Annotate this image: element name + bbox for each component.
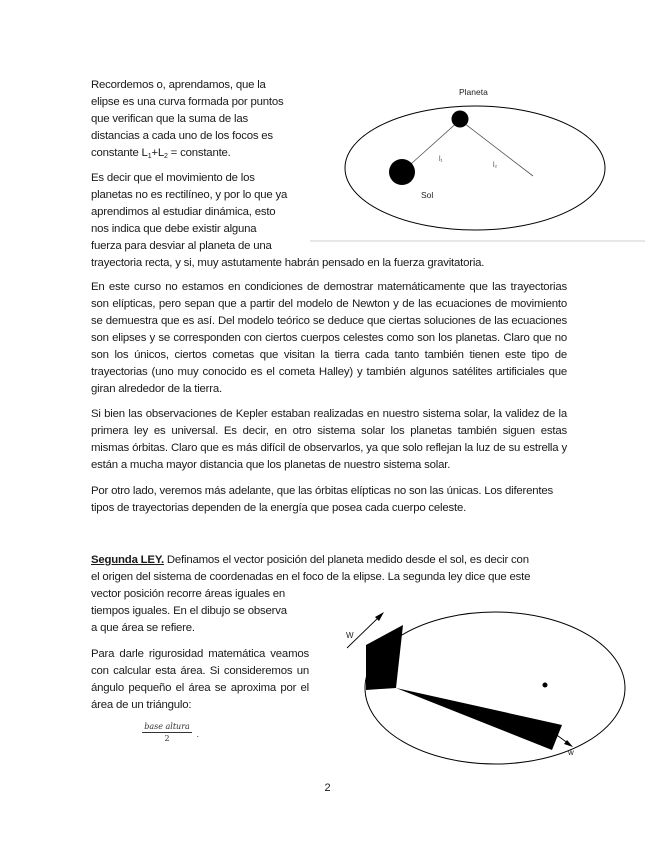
section2-line3: vector posición recorre áreas iguales en — [91, 588, 285, 600]
sun-label: Sol — [421, 190, 434, 200]
para2-line5: fuerza para desviar al planeta de una — [91, 240, 272, 252]
l1-label: l₁ — [439, 156, 443, 163]
para2-line4: nos indica que debe existir alguna — [91, 223, 257, 235]
para1-line2: elipse es una curva formada por puntos — [91, 96, 284, 108]
para1-line5 — [91, 145, 231, 165]
para1-line4: distancias a cada uno de los focos es — [91, 130, 273, 142]
w-label-top: W — [346, 631, 354, 640]
planet-icon — [452, 111, 469, 128]
l2-label: l₂ — [493, 162, 498, 169]
section2-line1-rest: Definamos el vector posición del planeta medido desde el sol, es decir con — [163, 554, 529, 566]
ellipse-orbit-figure — [310, 80, 645, 250]
section2-line4: tiempos iguales. En el dibujo se observa — [91, 605, 287, 617]
para1-line1: Recordemos o, aprendamos, que la — [91, 79, 266, 91]
planet-label: Planeta — [459, 87, 488, 97]
formula-trailing: . — [196, 730, 199, 739]
swept-area-right — [396, 688, 562, 750]
section2-line2: el origen del sistema de coordenadas en el foco de la elipse. La segunda ley dice que este — [91, 571, 531, 583]
subscript-1: 1 — [147, 153, 152, 160]
section2-heading: Segunda LEY. — [91, 554, 164, 566]
area-formula — [137, 722, 197, 743]
para7: Para darle rigurosidad matemática veamos con calcular esta área. Si consideremos un ángulo pequeño el área se aproxima por el área de un triángulo: — [91, 648, 309, 711]
formula-denominator: 2 — [164, 734, 170, 743]
subscript-2: 2 — [164, 153, 168, 160]
para3: En este curso no estamos en condiciones de demostrar matemáticamente que las trayectorias son elípticas, pero sepan que a partir del modelo de Newton y de las ecuaciones de movimiento se demuestra que es así. Del modelo teórico se deduce que ciertas soluciones de las ecuaciones son elipses y se corresponden con ciertos cuerpos celestes como son los planetas. Claro que no son los únicos, ciertos cometas que visitan la tierra cada tanto también tienen este tipo de trayectorias (uno muy conocido es el cometa Halley) y también algunos satélites artificiales que giran alrededor de la tierra. — [91, 281, 567, 395]
para2-line3: aprendimos al estudiar dinámica, esto — [91, 206, 276, 218]
orbit-ellipse-2 — [365, 612, 625, 764]
para2-line1: Es decir que el movimiento de los — [91, 172, 255, 184]
para2-line6: trayectoria recta, y si, muy astutamente habrán pensado en la fuerza gravitatoria. — [91, 257, 485, 269]
section2-line1 — [91, 552, 529, 569]
swept-area-left — [366, 625, 403, 690]
para2-line2: planetas no es rectilíneo, y por lo que ya — [91, 189, 288, 201]
w-label-bottom: w — [568, 748, 574, 757]
para1-line5-plus: +L — [151, 147, 164, 159]
para1-line5-prefix: constante L — [91, 147, 148, 159]
equal-areas-figure — [330, 598, 630, 768]
section2-line5: a que área se refiere. — [91, 622, 195, 634]
focus-dot — [543, 683, 548, 688]
page-number: 2 — [324, 782, 331, 794]
para5: Por otro lado, veremos más adelante, que las órbitas elípticas no son las únicas. Los diferentes tipos de trayectorias dependen de la energía que posea cada cuerpo celeste. — [91, 485, 554, 514]
orbit-ellipse — [345, 106, 605, 230]
para4: Si bien las observaciones de Kepler estaban realizadas en nuestro sistema solar, la validez de la primera ley es universal. Es decir, en otro sistema solar los planetas también siguen estas mismas órbitas. Claro que es más difícil de observarlos, ya que solo reflejan la luz de su estrella y están a mucha mayor distancia que los planetas de nuestro sistema solar. — [91, 408, 567, 471]
formula-numerator: base altura — [144, 722, 190, 731]
para1-line3: que verifican que la suma de las — [91, 113, 248, 125]
sun-icon — [389, 159, 415, 185]
para1-line5-suffix: = constante. — [167, 147, 231, 159]
